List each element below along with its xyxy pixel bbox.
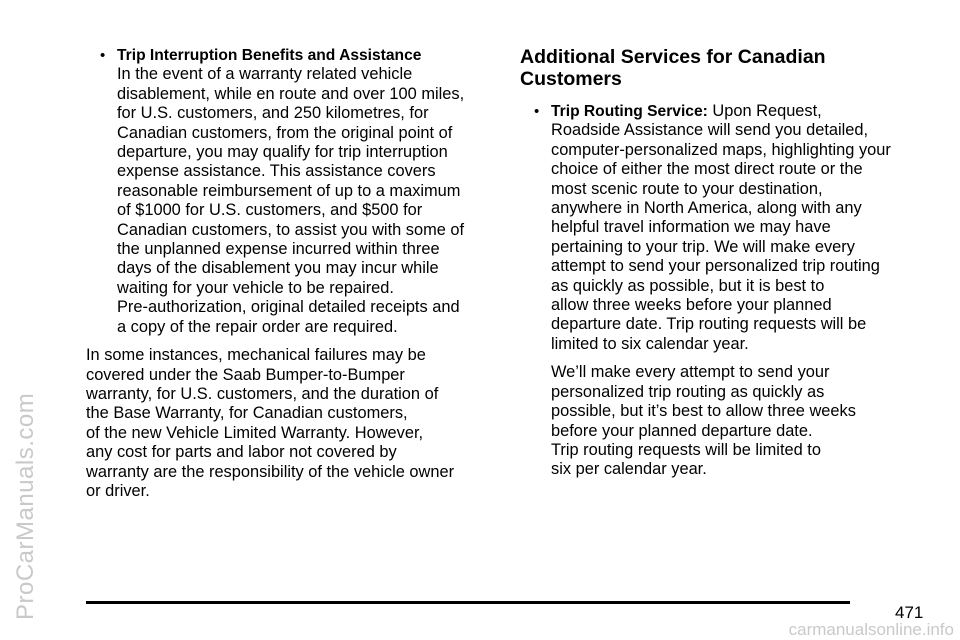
text-line: disablement, while en route and over 100 miles, (117, 84, 465, 103)
text-line: before your planned departure date. (551, 421, 813, 440)
text-line: limited to six calendar year. (551, 334, 749, 353)
text-line: waiting for your vehicle to be repaired. (117, 278, 394, 297)
text-line: possible, but it’s best to allow three weeks (551, 402, 856, 421)
trip-routing-first-text: Upon Request, (707, 102, 822, 120)
bottom-watermark: carmanualsonline.info (788, 620, 954, 639)
section-heading (520, 46, 935, 90)
text-line: In the event of a warranty related vehicle (117, 65, 413, 84)
text-line: departure, you may qualify for trip interruption (117, 143, 448, 162)
left-column (86, 46, 496, 501)
text-line: warranty are the responsibility of the vehicle owner (86, 462, 455, 481)
text-line: covered under the Saab Bumper-to-Bumper (86, 365, 405, 384)
text-line: choice of either the most direct route or the (551, 160, 863, 179)
trip-routing-item (520, 102, 935, 354)
text-line: computer-personalized maps, highlighting your (551, 140, 891, 159)
heading-line: Additional Services for Canadian (520, 46, 826, 68)
page-number: 471 (895, 603, 924, 622)
text-line: departure date. Trip routing requests will be (551, 315, 867, 334)
text-line: as quickly as possible, but it is best to (551, 276, 825, 295)
text-line: anywhere in North America, along with any (551, 199, 862, 218)
text-line: the Base Warranty, for Canadian customers, (86, 404, 408, 423)
bullet-icon: • (534, 103, 540, 120)
trip-interruption-title: Trip Interruption Benefits and Assistance (117, 47, 422, 64)
text-line: pertaining to your trip. We will make every (551, 237, 855, 256)
text-line: the unplanned expense incurred within three (117, 240, 440, 259)
footer-rule (86, 601, 850, 604)
text-line: Canadian customers, from the original point of (117, 123, 453, 142)
text-line: Roadside Assistance will send you detailed, (551, 121, 869, 140)
text-line: helpful travel information we may have (551, 218, 831, 237)
trip-routing-first-line (551, 102, 935, 121)
text-line: We’ll make every attempt to send your (551, 363, 830, 382)
right-column (520, 46, 935, 480)
bullet-icon: • (100, 47, 106, 64)
text-line: most scenic route to your destination, (551, 179, 823, 198)
text-line: of the new Vehicle Limited Warranty. However, (86, 423, 424, 442)
text-line: attempt to send your personalized trip routing (551, 257, 880, 276)
routing-paragraph (520, 363, 935, 479)
text-line: days of the disablement you may incur while (117, 259, 439, 278)
warranty-paragraph (86, 346, 496, 501)
text-line: warranty, for U.S. customers, and the duration of (86, 384, 439, 403)
text-line: reasonable reimbursement of up to a maximum (117, 181, 461, 200)
text-line: of $1000 for U.S. customers, and $500 for (117, 201, 423, 220)
text-line: a copy of the repair order are required. (117, 317, 398, 336)
trip-routing-title: Trip Routing Service: (551, 103, 708, 120)
text-line: allow three weeks before your planned (551, 296, 832, 315)
heading-line: Customers (520, 68, 622, 90)
text-line: for U.S. customers, and 250 kilometres, for (117, 104, 429, 123)
trip-interruption-item (86, 46, 496, 337)
text-line: any cost for parts and labor not covered by (86, 443, 397, 462)
text-line: In some instances, mechanical failures may be (86, 346, 426, 365)
text-line: expense assistance. This assistance covers (117, 162, 436, 181)
text-line: Trip routing requests will be limited to (551, 440, 821, 459)
side-watermark: ProCarManuals.com (12, 392, 39, 620)
text-line: or driver. (86, 481, 150, 500)
text-line: Pre-authorization, original detailed receipts and (117, 298, 460, 317)
text-line: personalized trip routing as quickly as (551, 382, 825, 401)
text-line: Canadian customers, to assist you with some of (117, 220, 465, 239)
text-line: six per calendar year. (551, 460, 707, 479)
